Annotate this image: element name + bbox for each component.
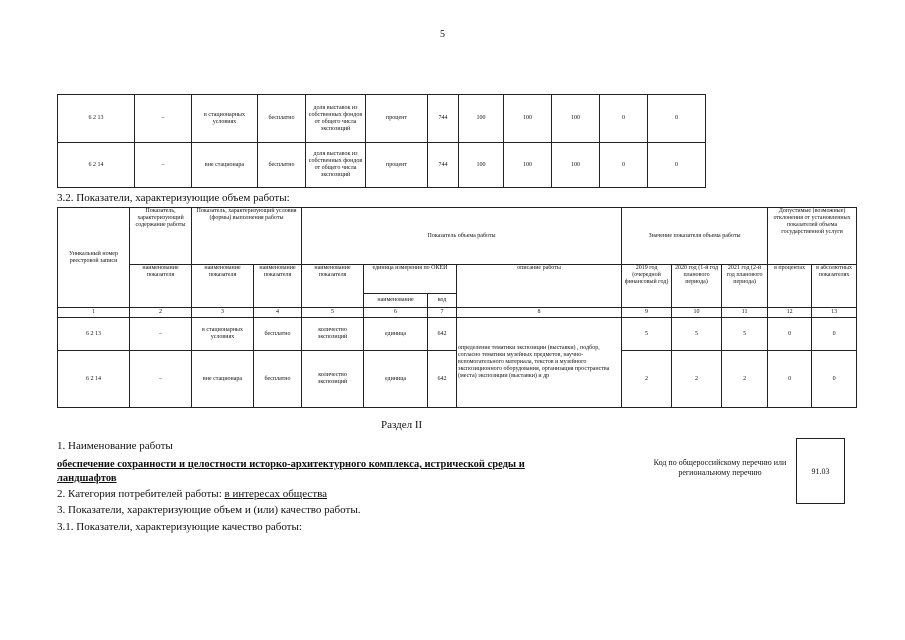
table-cell: единица	[364, 318, 428, 351]
code-box	[796, 438, 845, 504]
table-cell: бесплатно	[254, 318, 302, 351]
table-cell: количество экспозиций	[302, 351, 364, 408]
table-cell: 2	[622, 351, 672, 408]
table-cell: в стационарных условиях	[192, 318, 254, 351]
table-cell: процент	[366, 143, 428, 188]
table-cell: –	[135, 95, 192, 143]
table-cell: 744	[428, 95, 459, 143]
table-row	[58, 318, 857, 351]
section-title: Раздел II	[381, 419, 423, 431]
table-cell: 0	[812, 351, 857, 408]
table-cell: 5	[672, 318, 722, 351]
header-year-2020: 2020 год (1-й год планового периода)	[672, 265, 722, 308]
table-cell: бесплатно	[258, 143, 306, 188]
table-cell: бесплатно	[254, 351, 302, 408]
item-3-label: 3. Показатели, характеризующие объем и (или) качество работы.	[57, 504, 361, 516]
volume-table	[57, 207, 857, 408]
header-unit-name: наименование	[364, 294, 428, 308]
column-number: 12	[768, 308, 812, 318]
table-cell: 100	[504, 143, 552, 188]
item-2-value: в интересах общества	[224, 488, 328, 500]
header-in-percent: в процентах	[768, 265, 812, 308]
table-cell: 744	[428, 143, 459, 188]
column-number: 2	[130, 308, 192, 318]
header-unit-okei: единица измерения по ОКЕИ	[364, 265, 457, 294]
table-cell: 0	[768, 318, 812, 351]
table-cell: 642	[428, 318, 457, 351]
table-cell: 5	[622, 318, 672, 351]
page-number: 5	[440, 29, 445, 40]
table-cell: –	[135, 143, 192, 188]
table-cell: вне стационара	[192, 351, 254, 408]
column-number: 1	[58, 308, 130, 318]
table-cell: 6 2 14	[58, 143, 135, 188]
header-work-description: описание работы	[457, 265, 622, 308]
header-year-2021: 2021 год (2-й год планового периода)	[722, 265, 768, 308]
table-cell: 2	[672, 351, 722, 408]
table-cell: –	[130, 318, 192, 351]
column-number: 3	[192, 308, 254, 318]
table-cell: 0	[648, 143, 706, 188]
table-cell: количество экспозиций	[302, 318, 364, 351]
table-cell: доля выставок из собственных фондов от общего числа экспозиций	[306, 95, 366, 143]
column-number: 10	[672, 308, 722, 318]
header-in-absolute: в абсолютных показателях	[812, 265, 857, 308]
table-cell: 100	[552, 143, 600, 188]
quality-table-continuation	[57, 94, 706, 188]
table-cell: 100	[552, 95, 600, 143]
column-number: 9	[622, 308, 672, 318]
column-number: 13	[812, 308, 857, 318]
table-cell: доля выставок из собственных фондов от общего числа экспозиций	[306, 143, 366, 188]
table-cell: 6 2 14	[58, 351, 130, 408]
header-deviation: Допустимые (возможные) отклонения от установленных показателей объема государственной услуги	[768, 208, 857, 265]
table-cell: единица	[364, 351, 428, 408]
code-label: Код по общероссийскому перечню или региональному перечню	[653, 458, 787, 477]
table-cell: 0	[600, 95, 648, 143]
header-unit-code: код	[428, 294, 457, 308]
item-1-label: 1. Наименование работы	[57, 440, 173, 452]
table-cell: 5	[722, 318, 768, 351]
header-conditions-indicator: Показатель, характеризующий условия (формы) выполнения работы	[192, 208, 302, 265]
table-row	[58, 95, 706, 143]
table-cell: бесплатно	[258, 95, 306, 143]
table-cell: 0	[648, 95, 706, 143]
table-cell: 6 2 13	[58, 95, 135, 143]
item-3-1-label: 3.1. Показатели, характеризующие качество работы:	[57, 521, 302, 533]
header-unique-number: Уникальный номер реестровой записи	[58, 208, 130, 308]
table-cell: –	[130, 351, 192, 408]
table-cell: 0	[768, 351, 812, 408]
column-number: 8	[457, 308, 622, 318]
table-cell: 2	[722, 351, 768, 408]
header-indicator-name: наименование показателя	[130, 265, 192, 308]
table-cell: 100	[459, 143, 504, 188]
item-2-label: 2. Категория потребителей работы:	[57, 488, 225, 500]
work-name-line-1: обеспечение сохранности и целостности исторко-архитектурного комплекса, истрической среды и	[57, 459, 525, 470]
section-3-2-title: 3.2. Показатели, характеризующие объем работы:	[57, 192, 290, 204]
table-cell: 6 2 13	[58, 318, 130, 351]
table-cell: 642	[428, 351, 457, 408]
header-year-2019: 2019 год (очередной финансовый год)	[622, 265, 672, 308]
header-indicator-name: наименование показателя	[302, 265, 364, 308]
table-cell: 0	[812, 318, 857, 351]
column-number: 6	[364, 308, 428, 318]
code-value: 91.03	[811, 466, 830, 476]
table-cell: 100	[459, 95, 504, 143]
table-cell: вне стационара	[192, 143, 258, 188]
table-cell: 100	[504, 95, 552, 143]
header-indicator-name: наименование показателя	[192, 265, 254, 308]
work-description-cell: определение тематики экспозиции (выставки) , подбор, согласно тематики музейных предметов, научно-вспомогательного материала, текстов и музейного экспозиционного оборудования, организация пространства (места) экспозиции (выставки) и др	[457, 318, 622, 408]
work-name-line-2: ландшафтов	[57, 473, 117, 484]
column-number: 7	[428, 308, 457, 318]
table-cell: 0	[600, 143, 648, 188]
column-number-row	[58, 308, 857, 318]
column-number: 11	[722, 308, 768, 318]
table-row	[58, 143, 706, 188]
header-indicator-name: наименование показателя	[254, 265, 302, 308]
header-volume-value: Значение показателя объема работы	[622, 208, 768, 265]
header-content-indicator: Показатель, характеризующий содержание работы	[130, 208, 192, 265]
header-volume-indicator: Показатель объема работы	[302, 208, 622, 265]
table-cell: в стационарных условиях	[192, 95, 258, 143]
column-number: 5	[302, 308, 364, 318]
column-number: 4	[254, 308, 302, 318]
table-cell: процент	[366, 95, 428, 143]
item-2-line	[57, 488, 327, 501]
